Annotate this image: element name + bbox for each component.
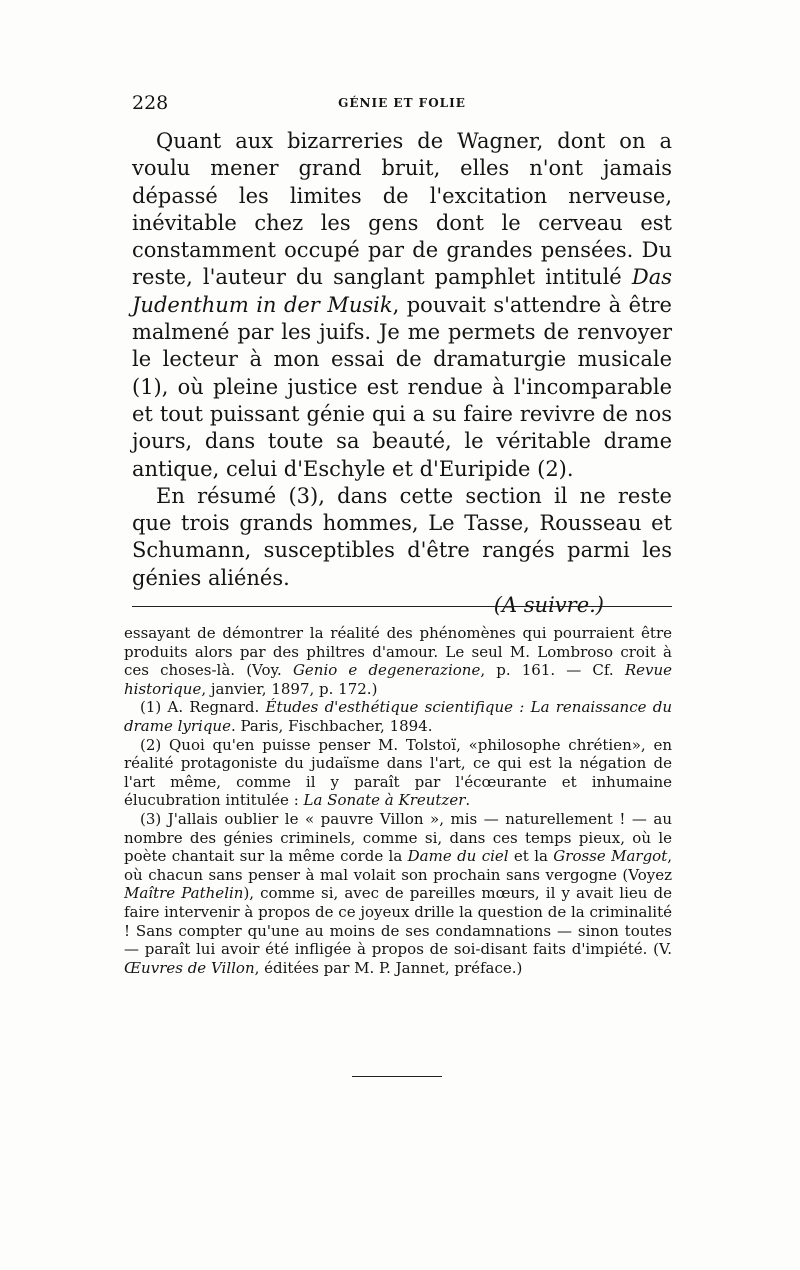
citation-oeuvres-villon: Œuvres de Villon (124, 958, 255, 977)
footnote-separator (132, 606, 672, 607)
footnote-3 (124, 810, 672, 977)
citation-pathelin: Maître Pathelin (124, 884, 244, 903)
page-number: 228 (132, 92, 169, 114)
running-title: GÉNIE ET FOLIE (338, 96, 466, 110)
footnote-3-text-e: , éditées par M. P. Jannet, préface.) (254, 958, 523, 977)
citation-revue: Revue historique (124, 661, 673, 698)
footnote-continuation-text-c: , janvier, 1897, p. 172.) (201, 679, 378, 698)
footnote-3-text-a: (3) J'allais oublier le « pauvre Villon », mis — naturellement ! — au nombre des génies criminels, comme si, dans ces temps pieux, où le poète chantait sur la même corde la (124, 809, 672, 866)
citation-regnard: Études d'esthétique scientifique : La renaissance du drame lyrique (124, 698, 672, 735)
footnote-continuation-text-a: essayant de démontrer la réalité des phénomènes qui pourraient être produits alors par des philtres d'amour. Le seul M. Lombroso croit à ces choses-là. (Voy. (124, 624, 672, 680)
paragraph-wagner-part-a: Quant aux bizarreries de Wagner, dont on a voulu mener grand bruit, elles n'ont jamais dépassé les limites de l'excitation nerveuse, inévitable chez les gens dont le cerveau est constamment occupé par de grandes pensées. Du reste, l'auteur du sanglant pamphlet intitulé (132, 129, 672, 290)
pamphlet-title: Das Judenthum in der Musik (132, 265, 672, 317)
citation-dame-du-ciel: Dame du ciel (407, 847, 509, 866)
paragraph-resume: En résumé (3), dans cette section il ne reste que trois grands hommes, Le Tasse, Rousseau et Schumann, susceptibles d'être rangés parmi les génies aliénés. (132, 483, 672, 590)
citation-genio: Genio e degenerazione (292, 661, 481, 680)
citation-grosse-margot: Grosse Margot (553, 847, 668, 866)
footnote-1-text-b: . Paris, Fischbacher, 1894. (230, 716, 433, 735)
footnote-1-text-a: (1) A. Regnard. (140, 698, 266, 717)
footnote-continuation-text-b: , p. 161. — Cf. (480, 661, 625, 680)
footnotes (124, 624, 672, 977)
end-rule (352, 1076, 442, 1077)
footnote-1 (124, 698, 672, 735)
footnote-3-text-d: ), comme si, avec de pareilles mœurs, il y avait lieu de faire intervenir à propos de ce joyeux drille la question de la criminalité ! Sans compter qu'une au moins de ses condamnations — sinon toutes — paraît lui avoir été infligée à propos de soi-disant faits d'impiété. (V. (124, 884, 673, 959)
footnote-2-text-b: . (465, 791, 471, 810)
main-text (132, 128, 672, 619)
to-be-continued: (A suivre.) (493, 593, 604, 618)
footnote-continuation (124, 624, 672, 698)
footnote-2 (124, 736, 672, 810)
footnote-3-text-b: et la (508, 847, 554, 866)
paragraph-wagner-part-b: , pouvait s'attendre à être malmené par les juifs. Je me permets de renvoyer le lecteur à mon essai de dramaturgie musicale (1), où pleine justice est rendue à l'incomparable et tout puissant génie qui a su faire revivre de nos jours, dans toute sa beauté, le véritable drame antique, celui d'Eschyle et d'Euripide (2). (132, 292, 672, 481)
footnote-3-text-c: , où chacun sans penser à mal volait son prochain sans vergogne (Voyez (124, 847, 673, 884)
running-head (132, 92, 672, 116)
paragraph-wagner (132, 128, 672, 483)
footnote-2-text-a: (2) Quoi qu'en puisse penser M. Tolstoï, «philosophe chrétien», en réalité protagoniste du judaïsme dans l'art, ce qui est la négation de l'art même, comme il y paraît par l'écœurante et inhumaine élucubration intitulée : (124, 735, 672, 810)
citation-kreutzer: La Sonate à Kreutzer (303, 791, 466, 810)
